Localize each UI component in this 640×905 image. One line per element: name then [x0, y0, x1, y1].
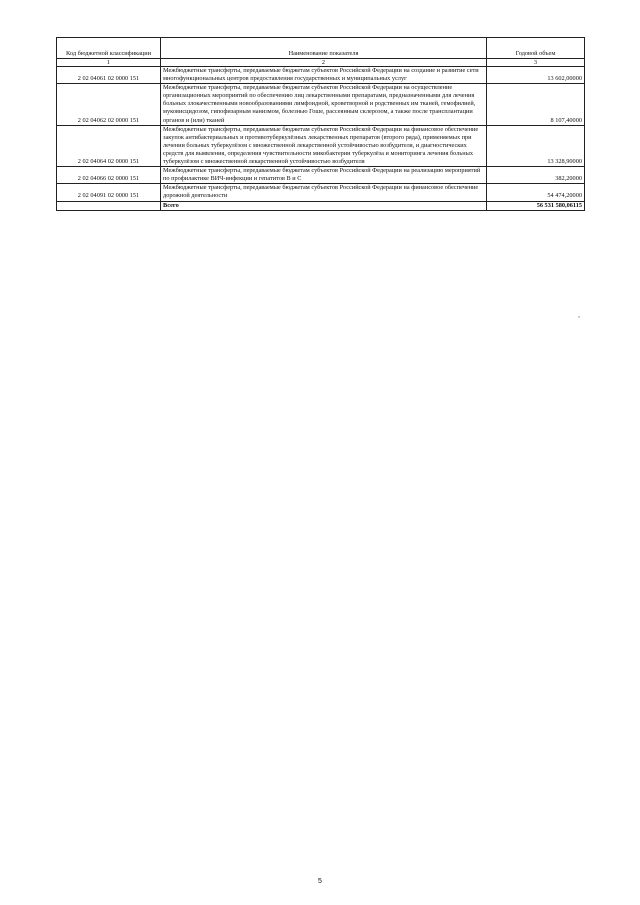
row-code: 2 02 04061 02 0000 151 [57, 67, 161, 84]
row-code: 2 02 04062 02 0000 151 [57, 84, 161, 125]
column-number: 1 [57, 59, 161, 67]
row-value: 54 474,20000 [487, 184, 585, 201]
table-row [57, 67, 585, 84]
closing-quote-mark: " [578, 317, 581, 322]
total-row [57, 201, 585, 210]
header-code: Код бюджетной классификации [57, 38, 161, 59]
column-number: 3 [487, 59, 585, 67]
row-code: 2 02 04066 02 0000 151 [57, 167, 161, 184]
row-value: 382,20000 [487, 167, 585, 184]
row-code: 2 02 04064 02 0000 151 [57, 125, 161, 166]
total-value: 56 531 580,06115 [487, 201, 585, 210]
row-code: 2 02 04091 02 0000 151 [57, 184, 161, 201]
row-name: Межбюджетные трансферты, передаваемые бюджетам субъектов Российской Федерации на финансовое обеспечение дорожной деятельности [161, 184, 487, 201]
header-volume: Годовой объем [487, 38, 585, 59]
table-header-row [57, 38, 585, 59]
total-code-cell [57, 201, 161, 210]
table-row [57, 184, 585, 201]
column-number: 2 [161, 59, 487, 67]
row-value: 8 107,40000 [487, 84, 585, 125]
row-value: 13 328,90000 [487, 125, 585, 166]
row-name: Межбюджетные трансферты, передаваемые бюджетам субъектов Российской Федерации на осуществление организационных мероприятий по обеспечению лиц лекарственными препаратами, предназначенными для лечения больных злокачественными новообразованиями лимфоидной, кроветворной и родственных им тканей, гемофилией, муковисцидозом, гипофизарным нанизмом, болезнью Гоше, рассеянным склерозом, а также после трансплантации органов и (или) тканей [161, 84, 487, 125]
header-name: Наименование показателя [161, 38, 487, 59]
column-number-row [57, 59, 585, 67]
row-value: 13 602,00000 [487, 67, 585, 84]
page-number: 5 [318, 878, 322, 885]
table-row [57, 84, 585, 125]
table-row [57, 125, 585, 166]
row-name: Межбюджетные трансферты, передаваемые бюджетам субъектов Российской Федерации на создание и развитие сети многофункциональных центров предоставления государственных и муниципальных услуг [161, 67, 487, 84]
table-row [57, 167, 585, 184]
budget-table [56, 37, 585, 211]
row-name: Межбюджетные трансферты, передаваемые бюджетам субъектов Российской Федерации на финансовое обеспечение закупок антибактериальных и противотуберкулёзных лекарственных препаратов (второго ряда), применяемых при лечении больных туберкулёзом с множественной лекарственной устойчивостью возбудителя, и диагностических средств для выявления, определения чувствительности микобактерии туберкулёза и мониторинга лечения больных туберкулёзом с множественной лекарственной устойчивостью возбудителя [161, 125, 487, 166]
total-label: Всего [161, 201, 487, 210]
row-name: Межбюджетные трансферты, передаваемые бюджетам субъектов Российской Федерации на реализацию мероприятий по профилактике ВИЧ-инфекции и гепатитов B и C [161, 167, 487, 184]
